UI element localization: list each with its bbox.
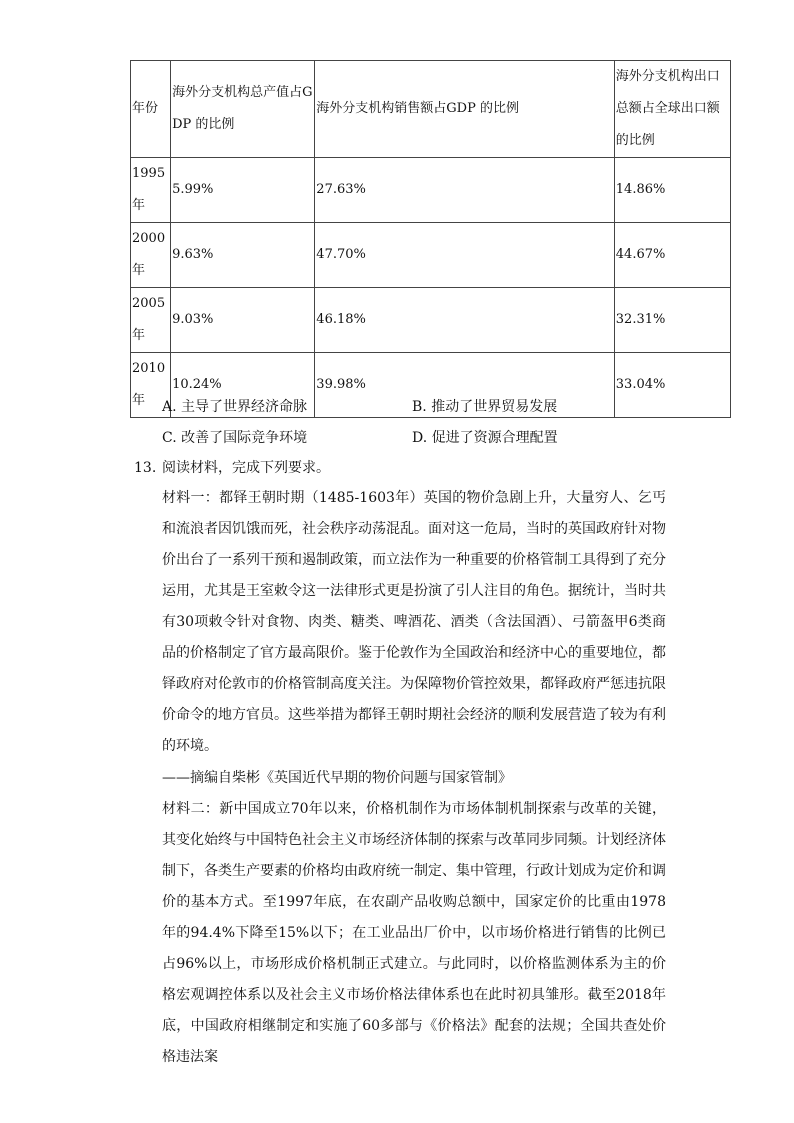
material-one: 材料一：都铎王朝时期（1485-1603年）英国的物价急剧上升，大量穷人、乞丐和流浪者因饥饿而死，社会秩序动荡混乱。面对这一危局，当时的英国政府针对物价出台了一系列干预和遏制政策，而立法作为一种重要的价格管制工具得到了充分运用，尤其是王室敕令这一法律形式更是扮演了引人注目的角色。据统计，当时共有30项敕令针对食物、肉类、糖类、啤酒花、酒类（含法国酒）、弓箭盔甲6类商品的价格制定了官方最高限价。鉴于伦敦作为全国政治和经济中心的重要地位，都铎政府对伦敦市的价格管制高度关注。为保障物价管控效果，都铎政府严惩违抗限价命令的地方官员。这些举措为都铎王朝时期社会经济的顺利发展营造了较为有利的环境。 — [162, 490, 666, 754]
data-table — [130, 60, 731, 418]
table-row — [131, 158, 731, 223]
cell-sales-ratio: 46.18% — [315, 288, 614, 353]
header-sales-ratio: 海外分支机构销售额占GDP 的比例 — [315, 61, 614, 158]
cell-output-ratio: 9.63% — [171, 223, 315, 288]
header-export-ratio: 海外分支机构出口总额占全球出口额的比例 — [614, 61, 730, 158]
header-output-ratio: 海外分支机构总产值占GDP 的比例 — [171, 61, 315, 158]
cell-output-ratio: 10.24% — [171, 353, 315, 418]
cell-sales-ratio: 47.70% — [315, 223, 614, 288]
cell-year: 2000年 — [131, 223, 171, 288]
cell-year: 2005年 — [131, 288, 171, 353]
question-number: 13. — [134, 460, 157, 476]
option-a: A. 主导了世界经济命脉 — [162, 399, 308, 415]
header-year: 年份 — [131, 61, 171, 158]
table-header-row — [131, 61, 731, 158]
question-title: 阅读材料，完成下列要求。 — [162, 460, 330, 476]
cell-export-ratio: 14.86% — [614, 158, 730, 223]
cell-output-ratio: 5.99% — [171, 158, 315, 223]
material-one-source: ——摘编自柴彬《英国近代早期的物价问题与国家管制》 — [162, 770, 512, 786]
option-c: C. 改善了国际竞争环境 — [162, 430, 308, 446]
cell-year: 1995年 — [131, 158, 171, 223]
cell-output-ratio: 9.03% — [171, 288, 315, 353]
material-two: 材料二：新中国成立70年以来，价格机制作为市场体制机制探索与改革的关键，其变化始终与中国特色社会主义市场经济体制的探索与改革同步同频。计划经济体制下，各类生产要素的价格均由政府统一制定、集中管理，行政计划成为定价和调价的基本方式。至1997年底，在农副产品收购总额中，国家定价的比重由1978年的94.4%下降至15%以下；在工业品出厂价中，以市场价格进行销售的比例已占96%以上，市场形成价格机制正式建立。与此同时，以价格监测体系为主的价格宏观调控体系以及社会主义市场价格法律体系也在此时初具雏形。截至2018年底，中国政府相继制定和实施了60多部与《价格法》配套的法规；全国共查处价格违法案 — [162, 801, 666, 1065]
cell-sales-ratio: 39.98% — [315, 353, 614, 418]
table-row — [131, 288, 731, 353]
cell-export-ratio: 33.04% — [614, 353, 730, 418]
option-d: D. 促进了资源合理配置 — [412, 430, 558, 446]
cell-export-ratio: 44.67% — [614, 223, 730, 288]
table-row — [131, 223, 731, 288]
cell-export-ratio: 32.31% — [614, 288, 730, 353]
cell-year: 2010年 — [131, 353, 171, 418]
cell-sales-ratio: 27.63% — [315, 158, 614, 223]
option-b: B. 推动了世界贸易发展 — [412, 399, 558, 415]
